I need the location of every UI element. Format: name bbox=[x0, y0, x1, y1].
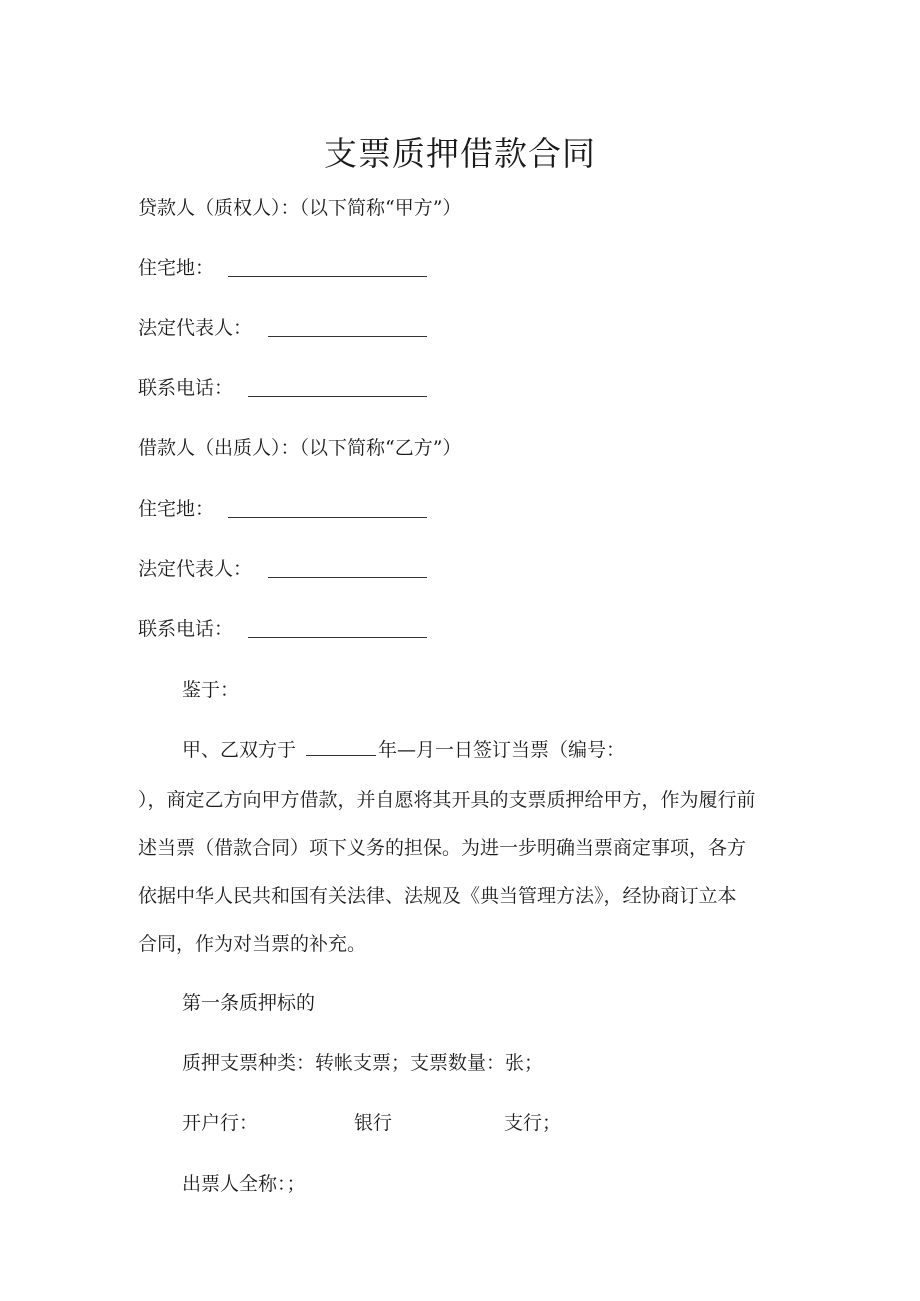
recital-suffix: 年—月一日签订当票（编号： bbox=[378, 739, 626, 761]
lender-address-label: 住宅地： bbox=[138, 257, 215, 279]
lender-address-blank bbox=[228, 276, 427, 277]
recital-paragraph bbox=[138, 776, 786, 968]
cheque-type-line: 质押支票种类：转帐支票；支票数量：张； bbox=[182, 1052, 544, 1074]
article1-heading: 第一条质押标的 bbox=[182, 992, 316, 1014]
borrower-header: 借款人（出质人）：（以下简称“乙方”） bbox=[138, 437, 462, 459]
drawer-name-line: 出票人全称：； bbox=[182, 1173, 306, 1195]
borrower-phone-label: 联系电话： bbox=[138, 618, 234, 640]
branch-suffix: 支行； bbox=[504, 1112, 562, 1134]
borrower-rep-label: 法定代表人： bbox=[138, 558, 253, 580]
lender-rep-blank bbox=[268, 336, 427, 337]
lender-phone-label: 联系电话： bbox=[138, 377, 234, 399]
lender-phone-blank bbox=[248, 396, 427, 397]
borrower-rep-blank bbox=[268, 577, 427, 578]
recital-year-blank bbox=[306, 737, 376, 756]
recital-line3: 述当票（借款合同）项下义务的担保。为进一步明确当票商定事项，各方 bbox=[138, 837, 747, 859]
whereas-label: 鉴于： bbox=[182, 679, 240, 701]
document-title: 支票质押借款合同 bbox=[324, 134, 596, 173]
recital-prefix: 甲、乙双方于 bbox=[182, 739, 297, 761]
recital-line2: ），商定乙方向甲方借款，并自愿将其开具的支票质押给甲方，作为履行前 bbox=[138, 789, 756, 811]
recital-line5: 合同，作为对当票的补充。 bbox=[138, 933, 367, 955]
recital-line1 bbox=[182, 737, 625, 762]
borrower-phone-blank bbox=[248, 637, 427, 638]
borrower-address-label: 住宅地： bbox=[138, 498, 215, 520]
bank-label: 开户行： bbox=[182, 1112, 259, 1134]
borrower-address-blank bbox=[228, 517, 427, 518]
bank-suffix: 银行 bbox=[354, 1112, 393, 1134]
lender-rep-label: 法定代表人： bbox=[138, 317, 253, 339]
recital-line4: 依据中华人民共和国有关法律、法规及《典当管理方法》，经协商订立本 bbox=[138, 885, 737, 907]
lender-header: 贷款人（质权人）：（以下简称“甲方”） bbox=[138, 197, 462, 219]
